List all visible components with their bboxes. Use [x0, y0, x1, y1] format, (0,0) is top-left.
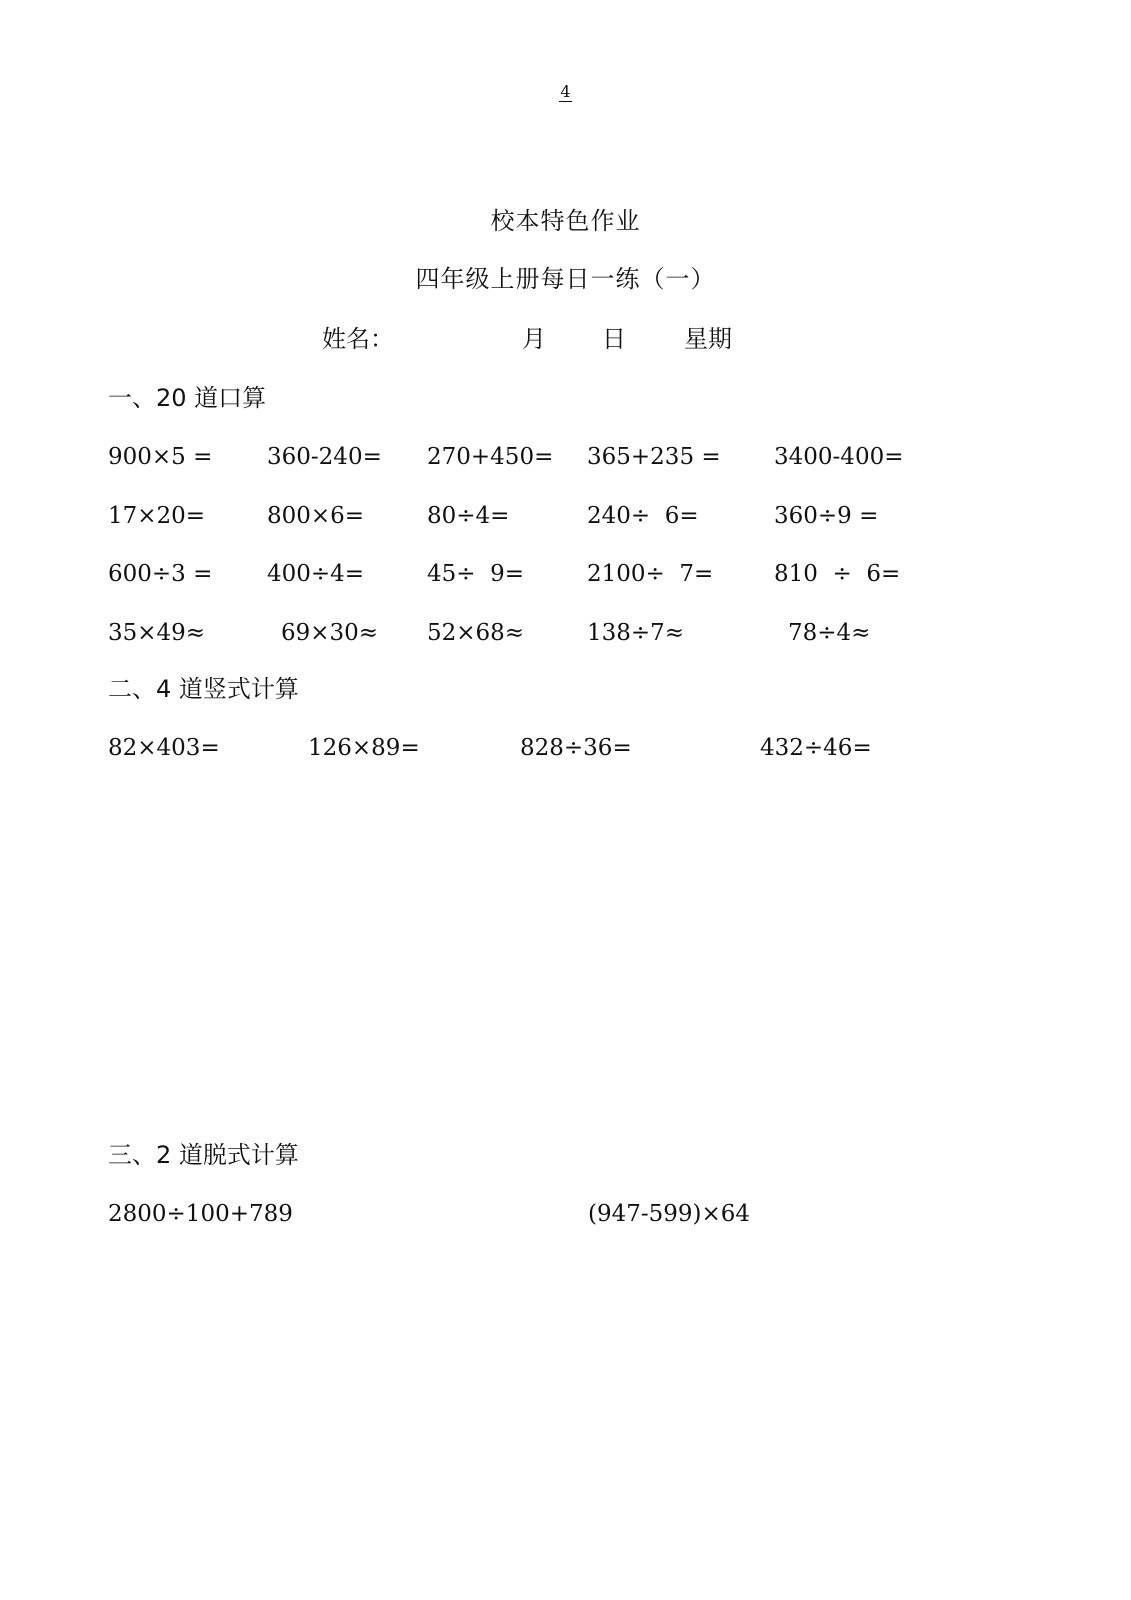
estimation-item: 35×49≈: [108, 620, 206, 646]
day-label: 日: [602, 325, 626, 353]
estimation-item: 138÷7≈: [587, 620, 685, 646]
mental-math-item: 360÷9 =: [774, 503, 879, 529]
mental-math-item: 45÷ 9=: [427, 561, 525, 587]
step-calc-item: (947-599)×64: [588, 1201, 751, 1227]
section-1-heading: 一、20 道口算: [108, 384, 267, 412]
step-calc-item: 2800÷100+789: [108, 1201, 293, 1227]
mental-math-item: 2100÷ 7=: [587, 561, 714, 587]
document-subtitle: 四年级上册每日一练（一）: [415, 265, 716, 293]
mental-math-item: 3400-400=: [774, 444, 904, 470]
estimation-item: 69×30≈: [281, 620, 379, 646]
mental-math-item: 600÷3 =: [108, 561, 213, 587]
vertical-calc-item: 828÷36=: [520, 735, 632, 761]
vertical-calc-item: 126×89=: [308, 735, 420, 761]
vertical-calc-item: 432÷46=: [760, 735, 872, 761]
month-label: 月: [522, 325, 546, 353]
mental-math-item: 360-240=: [267, 444, 382, 470]
vertical-calc-item: 82×403=: [108, 735, 220, 761]
mental-math-item: 17×20=: [108, 503, 206, 529]
page-number-text: 4: [560, 82, 571, 101]
mental-math-item: 400÷4=: [267, 561, 365, 587]
estimation-item: 78÷4≈: [788, 620, 871, 646]
estimation-item: 52×68≈: [427, 620, 525, 646]
mental-math-item: 240÷ 6=: [587, 503, 699, 529]
document-title: 校本特色作业: [490, 207, 641, 235]
page-number: [0, 82, 1131, 102]
mental-math-item: 900×5 =: [108, 444, 213, 470]
mental-math-item: 365+235 =: [587, 444, 721, 470]
mental-math-item: 810 ÷ 6=: [774, 561, 901, 587]
mental-math-item: 80÷4=: [427, 503, 510, 529]
section-2-heading: 二、4 道竖式计算: [108, 675, 299, 703]
section-3-heading: 三、2 道脱式计算: [108, 1141, 299, 1169]
mental-math-item: 800×6=: [267, 503, 365, 529]
name-label: 姓名：: [322, 325, 394, 353]
weekday-label: 星期: [684, 325, 732, 353]
mental-math-item: 270+450=: [427, 444, 554, 470]
